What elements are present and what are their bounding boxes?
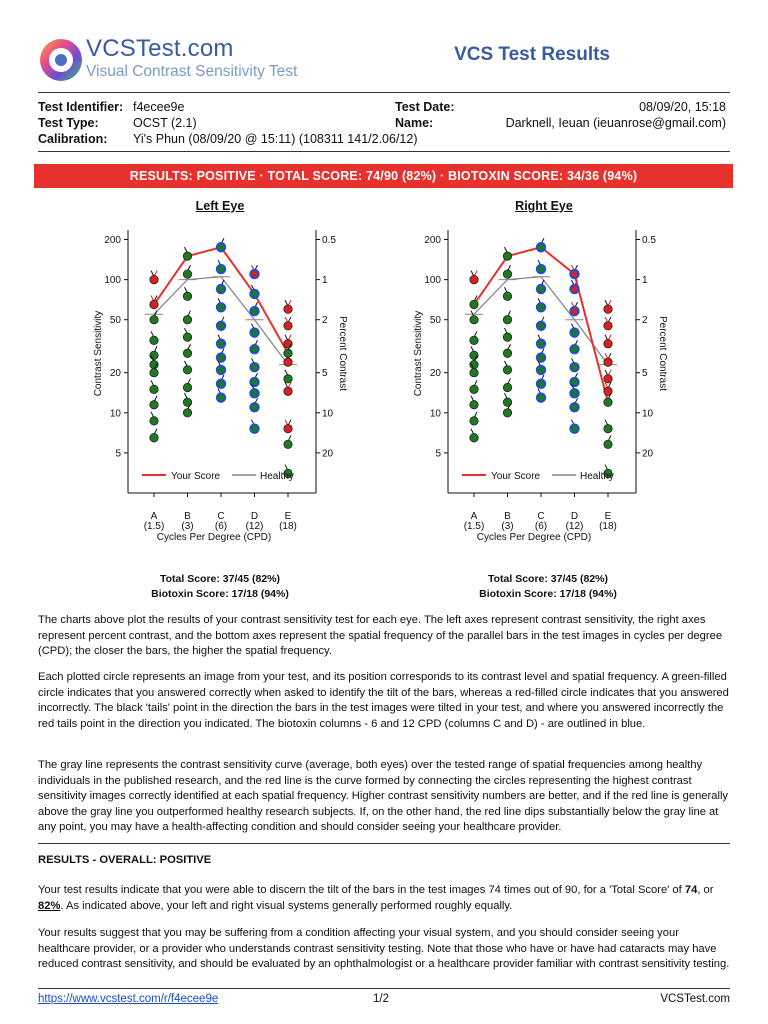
correct-answer-point xyxy=(503,378,511,391)
correct-answer-point xyxy=(284,370,292,383)
incorrect-answer-point xyxy=(604,353,612,366)
point-circle xyxy=(250,345,258,353)
correct-answer-point xyxy=(537,375,545,388)
x-category-label: C xyxy=(537,511,545,522)
point-circle xyxy=(150,351,158,359)
point-circle xyxy=(183,398,191,406)
point-circle xyxy=(217,353,225,361)
point-circle xyxy=(537,340,545,348)
correct-answer-point xyxy=(503,328,511,341)
point-circle xyxy=(217,393,225,401)
correct-answer-point xyxy=(537,389,545,402)
p4-text-a: Your test results indicate that you were able to discern the tilt of the bars in the test images 74 times out of 90, for a 'Total Score' of xyxy=(38,884,685,896)
correct-answer-point xyxy=(150,331,158,344)
x-category-label: B xyxy=(504,511,511,522)
point-circle xyxy=(470,336,478,344)
x-cpd-label: (1.5) xyxy=(143,521,165,532)
y2-tick-label: 1 xyxy=(322,275,328,287)
x-category-label: A xyxy=(150,511,158,522)
point-circle xyxy=(250,424,258,432)
p4-percent: 82% xyxy=(38,899,61,912)
correct-answer-point xyxy=(604,435,612,448)
correct-answer-point xyxy=(537,335,545,348)
incorrect-answer-point xyxy=(284,382,292,395)
legend xyxy=(462,471,614,482)
point-circle xyxy=(217,380,225,388)
x-cpd-label: (18) xyxy=(599,521,617,532)
correct-answer-point xyxy=(537,298,545,311)
x-cpd-label: (6) xyxy=(214,521,228,532)
y-tick-label: 5 xyxy=(115,448,121,460)
y2-tick-label: 20 xyxy=(322,448,334,460)
point-circle xyxy=(250,290,258,298)
test-date-label: Test Date: xyxy=(395,100,455,114)
point-circle xyxy=(470,434,478,442)
report-link[interactable]: https://www.vcstest.com/r/f4ecee9e xyxy=(38,993,219,1005)
point-circle xyxy=(503,409,511,417)
point-circle xyxy=(284,349,292,357)
correct-answer-point xyxy=(537,238,545,251)
point-circle xyxy=(604,375,612,383)
correct-answer-point xyxy=(470,296,478,309)
point-circle xyxy=(183,252,191,260)
point-circle xyxy=(150,385,158,393)
incorrect-answer-point xyxy=(604,317,612,330)
correct-answer-point xyxy=(537,361,545,374)
paragraph-circles-explained: Each plotted circle represents an image from your test, and its position corresponds to its contrast level and spatial frequency. A green-filled circle indicates that you answered correctly when asked to identify the tilt of the bars, whereas a red-filled circle indicates that you answered incorrectly. The black 'tails' point in the direction the bars in the test images were tilted in your test, and where you answered incorrectly the red tails point in the direction you indicated. The biotoxin columns - 6 and 12 CPD (columns C and D) - are outlined in blue. xyxy=(38,671,729,730)
right-biotoxin-score: Biotoxin Score: 17/18 (94%) xyxy=(479,588,617,600)
point-circle xyxy=(217,366,225,374)
point-circle xyxy=(604,424,612,432)
correct-answer-point xyxy=(250,302,258,315)
meta-values-right xyxy=(446,99,726,131)
x-cpd-label: (3) xyxy=(501,521,514,532)
test-identifier-label: Test Identifier: xyxy=(38,100,124,114)
y2-tick-label: 10 xyxy=(642,408,654,420)
point-circle xyxy=(183,333,191,341)
correct-answer-point xyxy=(537,317,545,330)
point-circle xyxy=(284,305,292,313)
correct-answer-point xyxy=(217,335,225,348)
point-circle xyxy=(470,275,478,283)
point-circle xyxy=(183,349,191,357)
correct-answer-point xyxy=(250,340,258,353)
point-circle xyxy=(284,340,292,348)
y2-tick-label: 5 xyxy=(642,368,648,380)
right-eye-title: Right Eye xyxy=(515,199,573,213)
point-circle xyxy=(284,375,292,383)
correct-answer-point xyxy=(470,331,478,344)
calibration-label: Calibration: xyxy=(38,132,108,146)
point-circle xyxy=(150,300,158,308)
x-category-label: E xyxy=(284,511,292,522)
y-tick-label: 10 xyxy=(109,408,121,420)
point-circle xyxy=(570,345,578,353)
point-circle xyxy=(570,389,578,397)
correct-answer-point xyxy=(503,311,511,324)
correct-answer-point xyxy=(570,340,578,353)
point-circle xyxy=(470,351,478,359)
correct-answer-point xyxy=(250,398,258,411)
y-tick-label: 50 xyxy=(109,315,121,327)
point-circle xyxy=(604,398,612,406)
y-tick-label: 20 xyxy=(109,368,121,380)
y-axis-label: Contrast Sensitivity xyxy=(93,310,104,397)
x-cpd-label: (18) xyxy=(279,521,297,532)
point-circle xyxy=(217,303,225,311)
p4-text-b: , or xyxy=(697,884,714,896)
x-category-label: D xyxy=(250,511,259,522)
x-axis-label: Cycles Per Degree (CPD) xyxy=(476,532,592,543)
x-category-label: E xyxy=(604,511,612,522)
point-circle xyxy=(217,265,225,273)
y-axis-label: Contrast Sensitivity xyxy=(413,310,424,397)
point-circle xyxy=(284,387,292,395)
point-circle xyxy=(150,316,158,324)
correct-answer-point xyxy=(604,420,612,433)
correct-answer-point xyxy=(183,247,191,260)
legend-healthy-label: Healthy xyxy=(260,471,294,482)
calibration-value: Yi's Phun (08/09/20 @ 15:11) (108311 141/2.06/12) xyxy=(133,132,418,146)
incorrect-answer-point xyxy=(284,335,292,348)
left-eye-chart xyxy=(88,218,348,590)
point-circle xyxy=(570,424,578,432)
correct-answer-point xyxy=(183,328,191,341)
paragraph-charts-explained: The charts above plot the results of your contrast sensitivity test for each eye. The left axes represent contrast sensitivity, the right axes represent percent contrast, and the bottom axes represent the spatial frequency of the parallel bars in the test images in cycles per degree (CPD); the closer the bars, the higher the spatial frequency. xyxy=(38,614,723,657)
correct-answer-point xyxy=(250,420,258,433)
point-circle xyxy=(250,403,258,411)
y-tick-label: 100 xyxy=(104,275,121,287)
point-circle xyxy=(537,285,545,293)
right-eye-chart xyxy=(408,218,668,590)
correct-answer-point xyxy=(217,238,225,251)
p4-score: 74 xyxy=(684,884,698,896)
x-cpd-label: (1.5) xyxy=(463,521,485,532)
y-tick-label: 100 xyxy=(424,275,441,287)
x-category-label: A xyxy=(470,511,478,522)
incorrect-answer-point xyxy=(570,302,578,315)
x-cpd-label: (12) xyxy=(245,521,264,532)
correct-answer-point xyxy=(470,429,478,442)
point-circle xyxy=(537,243,545,251)
page-number: 1/2 xyxy=(373,993,389,1005)
y-tick-label: 5 xyxy=(435,448,441,460)
correct-answer-point xyxy=(250,285,258,298)
correct-answer-point xyxy=(503,287,511,300)
x-cpd-label: (3) xyxy=(181,521,194,532)
correct-answer-point xyxy=(470,380,478,393)
point-circle xyxy=(604,305,612,313)
point-circle xyxy=(503,270,511,278)
incorrect-answer-point xyxy=(284,420,292,433)
incorrect-answer-point xyxy=(250,265,258,278)
point-circle xyxy=(503,398,511,406)
x-category-label: D xyxy=(570,511,579,522)
correct-answer-point xyxy=(217,317,225,330)
point-circle xyxy=(503,366,511,374)
correct-answer-point xyxy=(503,344,511,357)
logo-tagline: Visual Contrast Sensitivity Test xyxy=(86,63,298,80)
y2-tick-label: 1 xyxy=(642,275,648,287)
incorrect-answer-point xyxy=(604,335,612,348)
left-total-score: Total Score: 37/45 (82%) xyxy=(159,573,281,585)
header-divider xyxy=(38,92,730,93)
overall-heading: RESULTS - OVERALL: POSITIVE xyxy=(38,854,212,866)
paragraph-lines-explained: The gray line represents the contrast sensitivity curve (average, both eyes) over the tested range of spatial frequencies among healthy individuals in the published research, and the red line is the curve formed by connecting the circles representing the highest contrast sensitivity images correctly identified at each spatial frequency. Higher contrast sensitivity numbers are better, and if the red line is generally above the gray line you outperformed healthy research subjects. If, on the other hand, the red line dips substantially below the gray line at any point, you may have a health-affecting condition and should consider seeing your healthcare provider. xyxy=(38,759,729,833)
point-circle xyxy=(470,300,478,308)
point-circle xyxy=(537,353,545,361)
correct-answer-point xyxy=(183,287,191,300)
correct-answer-point xyxy=(284,435,292,448)
point-circle xyxy=(284,424,292,432)
point-circle xyxy=(503,292,511,300)
correct-answer-point xyxy=(217,280,225,293)
correct-answer-point xyxy=(503,247,511,260)
point-circle xyxy=(183,270,191,278)
correct-answer-point xyxy=(537,349,545,362)
correct-answer-point xyxy=(183,311,191,324)
y-tick-label: 10 xyxy=(429,408,441,420)
point-circle xyxy=(150,434,158,442)
point-circle xyxy=(537,322,545,330)
point-circle xyxy=(183,383,191,391)
incorrect-answer-point xyxy=(150,271,158,284)
point-circle xyxy=(217,243,225,251)
name-value: Darknell, Ieuan (ieuanrose@gmail.com) xyxy=(505,116,726,130)
correct-answer-point xyxy=(217,361,225,374)
y-tick-label: 50 xyxy=(429,315,441,327)
point-circle xyxy=(503,333,511,341)
point-circle xyxy=(570,403,578,411)
meta-divider xyxy=(38,151,730,152)
point-circle xyxy=(503,252,511,260)
y2-tick-label: 20 xyxy=(642,448,654,460)
point-circle xyxy=(503,349,511,357)
y2-axis-label: Percent Contrast xyxy=(657,315,668,392)
correct-answer-point xyxy=(217,389,225,402)
correct-answer-point xyxy=(503,361,511,374)
point-circle xyxy=(470,385,478,393)
section-divider xyxy=(38,843,730,844)
correct-answer-point xyxy=(183,361,191,374)
y2-tick-label: 0.5 xyxy=(322,235,336,247)
correct-answer-point xyxy=(470,396,478,409)
correct-answer-point xyxy=(470,346,478,359)
legend-healthy-label: Healthy xyxy=(580,471,614,482)
point-circle xyxy=(150,369,158,377)
point-circle xyxy=(470,369,478,377)
correct-answer-point xyxy=(217,298,225,311)
point-circle xyxy=(150,275,158,283)
correct-answer-point xyxy=(183,378,191,391)
correct-answer-point xyxy=(470,311,478,324)
logo-eye-icon xyxy=(38,37,84,83)
logo-name: VCSTest.com xyxy=(86,35,234,62)
meta-values-left xyxy=(133,99,433,147)
correct-answer-point xyxy=(217,349,225,362)
results-banner: RESULTS: POSITIVE · TOTAL SCORE: 74/90 (82%) · BIOTOXIN SCORE: 34/36 (94%) xyxy=(34,164,733,188)
point-circle xyxy=(570,363,578,371)
meta-labels-left xyxy=(38,99,128,147)
right-total-score: Total Score: 37/45 (82%) xyxy=(487,573,609,585)
x-category-label: C xyxy=(217,511,225,522)
correct-answer-point xyxy=(570,358,578,371)
point-circle xyxy=(217,340,225,348)
point-circle xyxy=(250,270,258,278)
legend-score-label: Your Score xyxy=(491,471,541,482)
point-circle xyxy=(537,366,545,374)
point-circle xyxy=(604,322,612,330)
y-tick-label: 200 xyxy=(424,235,441,247)
correct-answer-point xyxy=(150,380,158,393)
point-circle xyxy=(537,265,545,273)
correct-answer-point xyxy=(150,396,158,409)
paragraph-overall-score xyxy=(38,883,730,914)
point-circle xyxy=(284,440,292,448)
correct-answer-point xyxy=(250,358,258,371)
paragraph-recommendation: Your results suggest that you may be suffering from a condition affecting your visual system, and you should consider seeing your healthcare provider, or a provider who understands contrast sensitivity testing. Note that those who have or have had cataracts may have reduced contrast sensitivity, and should be evaluated by an ophthalmologist or a healthcare provider familiar with contrast sensitivity testing. xyxy=(38,927,730,970)
y-tick-label: 20 xyxy=(429,368,441,380)
test-type-label: Test Type: xyxy=(38,116,99,130)
correct-answer-point xyxy=(183,344,191,357)
y2-tick-label: 2 xyxy=(322,315,328,327)
legend xyxy=(142,471,294,482)
y2-axis-label: Percent Contrast xyxy=(337,315,348,392)
correct-answer-point xyxy=(217,375,225,388)
correct-answer-point xyxy=(150,429,158,442)
point-circle xyxy=(250,307,258,315)
left-eye-title: Left Eye xyxy=(195,199,245,213)
point-circle xyxy=(183,292,191,300)
correct-answer-point xyxy=(537,260,545,273)
point-circle xyxy=(183,316,191,324)
legend-score-label: Your Score xyxy=(171,471,221,482)
point-circle xyxy=(183,409,191,417)
incorrect-answer-point xyxy=(470,271,478,284)
point-circle xyxy=(503,383,511,391)
footer-divider xyxy=(38,988,730,989)
point-circle xyxy=(604,358,612,366)
point-circle xyxy=(250,328,258,336)
incorrect-answer-point xyxy=(604,300,612,313)
correct-answer-point xyxy=(537,280,545,293)
incorrect-answer-point xyxy=(570,265,578,278)
incorrect-answer-point xyxy=(604,370,612,383)
point-circle xyxy=(284,322,292,330)
correct-answer-point xyxy=(570,324,578,337)
incorrect-answer-point xyxy=(284,317,292,330)
correct-answer-point xyxy=(570,420,578,433)
incorrect-answer-point xyxy=(284,300,292,313)
point-circle xyxy=(537,303,545,311)
incorrect-answer-point xyxy=(150,296,158,309)
report-title: VCS Test Results xyxy=(454,44,610,65)
x-cpd-label: (6) xyxy=(534,521,548,532)
correct-answer-point xyxy=(250,324,258,337)
test-identifier-value: f4ecee9e xyxy=(133,100,185,114)
correct-answer-point xyxy=(150,412,158,425)
correct-answer-point xyxy=(217,260,225,273)
y2-tick-label: 2 xyxy=(642,315,648,327)
point-circle xyxy=(537,393,545,401)
point-circle xyxy=(250,389,258,397)
point-circle xyxy=(570,328,578,336)
correct-answer-point xyxy=(183,265,191,278)
point-circle xyxy=(217,322,225,330)
y2-tick-label: 0.5 xyxy=(642,235,656,247)
x-axis-label: Cycles Per Degree (CPD) xyxy=(156,532,272,543)
correct-answer-point xyxy=(503,265,511,278)
logo xyxy=(38,33,338,93)
point-circle xyxy=(250,363,258,371)
correct-answer-point xyxy=(150,346,158,359)
point-circle xyxy=(150,401,158,409)
left-biotoxin-score: Biotoxin Score: 17/18 (94%) xyxy=(151,588,289,600)
point-circle xyxy=(570,270,578,278)
point-circle xyxy=(183,366,191,374)
point-circle xyxy=(503,316,511,324)
name-label: Name: xyxy=(395,116,434,130)
test-date-value: 08/09/20, 15:18 xyxy=(639,100,726,114)
point-circle xyxy=(284,358,292,366)
correct-answer-point xyxy=(150,311,158,324)
y-tick-label: 200 xyxy=(104,235,121,247)
footer-site-name: VCSTest.com xyxy=(660,993,730,1005)
x-cpd-label: (12) xyxy=(565,521,584,532)
point-circle xyxy=(604,340,612,348)
point-circle xyxy=(470,401,478,409)
x-category-label: B xyxy=(184,511,191,522)
correct-answer-point xyxy=(470,412,478,425)
point-circle xyxy=(150,336,158,344)
point-circle xyxy=(470,417,478,425)
y2-tick-label: 10 xyxy=(322,408,334,420)
correct-answer-point xyxy=(570,398,578,411)
point-circle xyxy=(217,285,225,293)
test-type-value: OCST (2.1) xyxy=(133,116,197,130)
point-circle xyxy=(604,440,612,448)
point-circle xyxy=(570,307,578,315)
point-circle xyxy=(537,380,545,388)
p4-text-c: . As indicated above, your left and right visual systems generally performed roughly equally. xyxy=(60,899,513,912)
point-circle xyxy=(150,417,158,425)
point-circle xyxy=(470,316,478,324)
point-circle xyxy=(570,285,578,293)
y2-tick-label: 5 xyxy=(322,368,328,380)
